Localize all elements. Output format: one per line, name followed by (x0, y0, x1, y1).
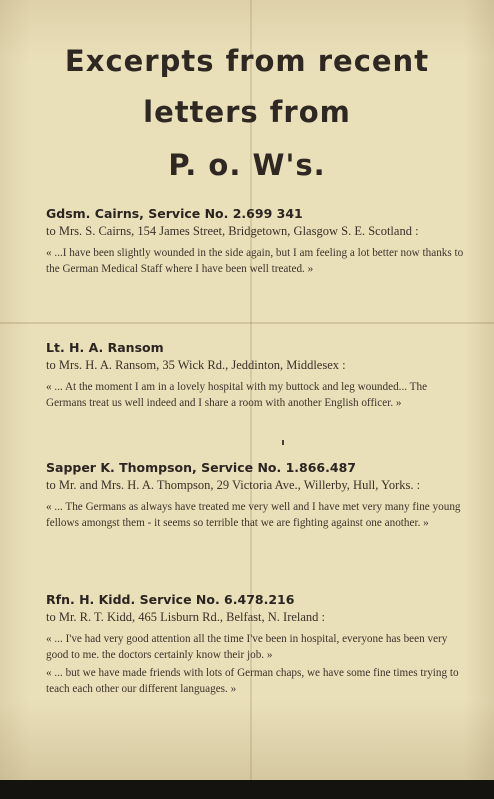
letter-recipient-address: to Mrs. H. A. Ransom, 35 Wick Rd., Jeddinton, Middlesex : (46, 358, 346, 372)
ink-mark (282, 440, 284, 445)
letter-entry-cairns (46, 206, 464, 279)
letter-quote: « ... but we have made friends with lots of German chaps, we have some fine times trying to teach each other our different languages. » (46, 667, 459, 695)
letter-quote: « ...I have been slightly wounded in the side again, but I am feeling a lot better now thanks to the German Medical Staff where I have been well treated. » (46, 247, 464, 275)
letter-quote: « ... The Germans as always have treated me very well and I have met very many fine young fellows amongst them - it seems so terrible that we are fighting against one another. » (46, 501, 461, 529)
letter-sender-name: Gdsm. Cairns, Service No. 2.699 341 (46, 206, 303, 221)
letter-entry-kidd (46, 592, 464, 699)
title-line-1: Excerpts from recent (64, 44, 430, 78)
letter-sender-name: Rfn. H. Kidd. Service No. 6.478.216 (46, 592, 295, 607)
title-line-3: P. o. W's. (168, 148, 326, 182)
letter-quote: « ... At the moment I am in a lovely hospital with my buttock and leg wounded... The Germans treat us well indeed and I share a room with another English officer. » (46, 381, 428, 409)
letter-sender-name: Sapper K. Thompson, Service No. 1.866.487 (46, 460, 356, 475)
letter-recipient-address: to Mr. and Mrs. H. A. Thompson, 29 Victoria Ave., Willerby, Hull, Yorks. : (46, 478, 421, 492)
letter-recipient-address: to Mr. R. T. Kidd, 465 Lisburn Rd., Belfast, N. Ireland : (46, 610, 326, 624)
letter-quote: « ... I've had very good attention all the time I've been in hospital, everyone has been very good to me. the doctors certainly know their job. » (46, 633, 448, 661)
scan-background-edge (0, 780, 494, 799)
letter-entry-ransom (46, 340, 464, 413)
horizontal-fold-crease (0, 322, 494, 324)
letter-sender-name: Lt. H. A. Ransom (46, 340, 164, 355)
letter-entry-thompson (46, 460, 464, 533)
letter-recipient-address: to Mrs. S. Cairns, 154 James Street, Bridgetown, Glasgow S. E. Scotland : (46, 224, 419, 238)
title-line-2: letters from (143, 95, 351, 129)
